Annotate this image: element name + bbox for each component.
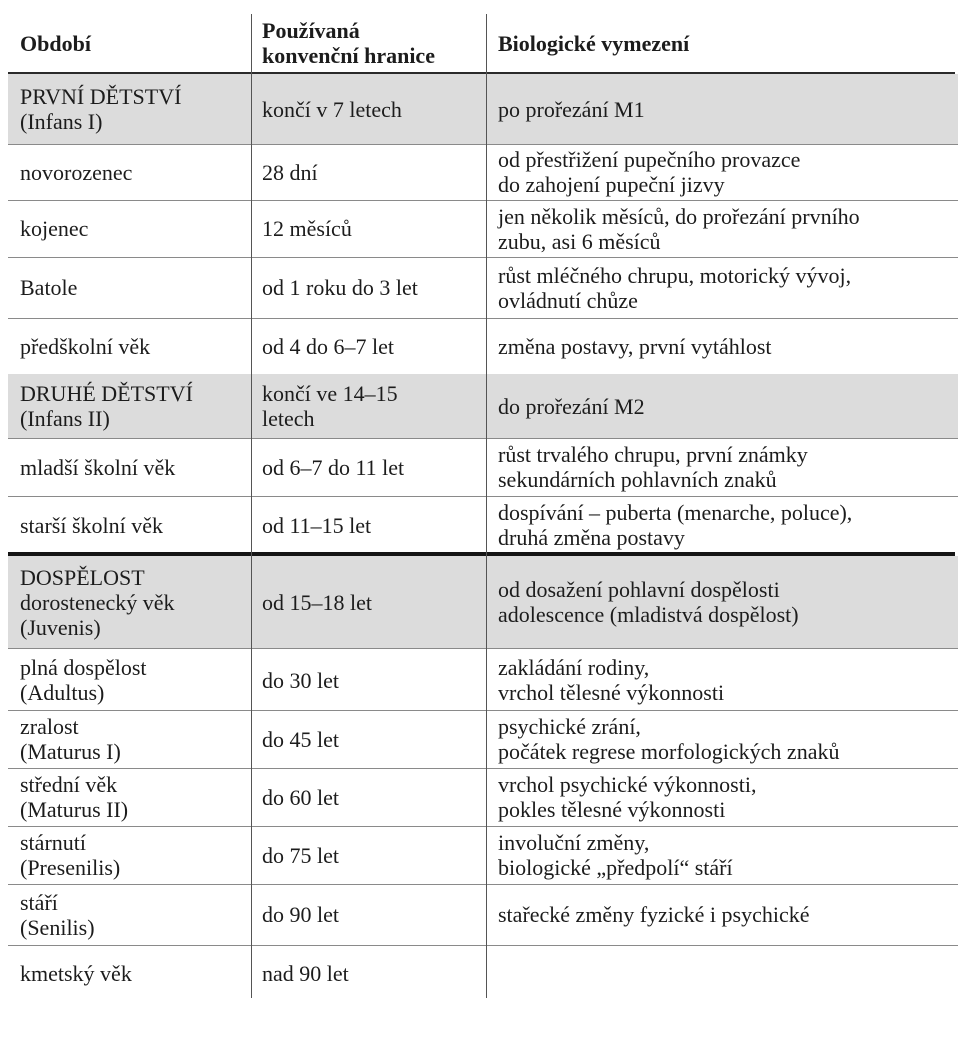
boundary-cell xyxy=(262,826,484,884)
biological-cell xyxy=(498,710,954,768)
period-cell xyxy=(20,496,248,554)
biological-cell-line: dospívání – puberta (menarche, poluce), xyxy=(498,500,853,525)
period-cell-line: (Juvenis) xyxy=(20,614,101,640)
table-row xyxy=(8,257,958,319)
period-cell-line: DRUHÉ DĚTSTVÍ xyxy=(20,381,193,406)
boundary-cell xyxy=(262,318,484,374)
biological-cell-line: stařecké změny fyzické i psychické xyxy=(498,902,810,927)
column-divider-1 xyxy=(251,14,252,998)
biological-cell-line: vrchol psychické výkonnosti, xyxy=(498,772,757,797)
boundary-cell xyxy=(262,884,484,945)
period-cell xyxy=(20,438,248,496)
period-cell-line: novorozenec xyxy=(20,159,133,185)
boundary-cell-line: 28 dní xyxy=(262,159,318,185)
biological-cell xyxy=(498,438,954,496)
boundary-cell xyxy=(262,556,484,648)
boundary-cell xyxy=(262,200,484,257)
header-period: Období xyxy=(20,30,91,56)
period-cell xyxy=(20,710,248,768)
boundary-cell xyxy=(262,496,484,554)
boundary-cell-line: od 11–15 let xyxy=(262,512,372,538)
biological-cell-line: růst trvalého chrupu, první známky xyxy=(498,442,808,467)
boundary-cell-line: končí ve 14–15 xyxy=(262,381,398,406)
boundary-cell-line: končí v 7 letech xyxy=(262,96,402,122)
table-row xyxy=(8,144,958,201)
period-cell xyxy=(20,74,248,144)
table-row xyxy=(8,74,958,145)
period-cell xyxy=(20,884,248,945)
adulthood-divider xyxy=(8,552,955,556)
biological-cell-line: involuční změny, xyxy=(498,830,650,855)
biological-cell-line: pokles tělesné výkonnosti xyxy=(498,797,726,822)
boundary-cell xyxy=(262,945,484,1001)
boundary-cell xyxy=(262,374,484,438)
table-row xyxy=(8,374,958,439)
period-cell-line: (Infans I) xyxy=(20,109,103,134)
biological-cell-line: biologické „předpolí“ stáří xyxy=(498,855,733,880)
biological-cell xyxy=(498,318,954,374)
boundary-cell xyxy=(262,768,484,826)
boundary-cell xyxy=(262,438,484,496)
period-cell xyxy=(20,318,248,374)
table-row xyxy=(8,826,958,885)
period-cell-line: (Presenilis) xyxy=(20,855,121,880)
period-cell xyxy=(20,826,248,884)
period-cell-line: DOSPĚLOST xyxy=(20,564,145,590)
period-cell-line: (Infans II) xyxy=(20,406,110,431)
biological-cell xyxy=(498,768,954,826)
boundary-cell-line: od 4 do 6–7 let xyxy=(262,333,394,359)
period-cell-line: zralost xyxy=(20,714,79,739)
boundary-cell-line: nad 90 let xyxy=(262,960,349,986)
biological-cell-line: zubu, asi 6 měsíců xyxy=(498,228,661,254)
biological-cell-line: počátek regrese morfologických znaků xyxy=(498,739,840,764)
period-cell xyxy=(20,144,248,200)
period-cell xyxy=(20,374,248,438)
biological-cell xyxy=(498,945,954,1001)
table-row xyxy=(8,650,958,711)
table-row xyxy=(8,556,958,649)
period-cell xyxy=(20,768,248,826)
biological-cell-line: od přestřižení pupečního provazce xyxy=(498,147,801,172)
period-cell xyxy=(20,650,248,710)
table-row xyxy=(8,496,958,554)
period-cell-line: (Senilis) xyxy=(20,914,95,940)
period-cell-line: (Maturus II) xyxy=(20,797,129,822)
table-row xyxy=(8,200,958,258)
period-cell-line: kojenec xyxy=(20,216,89,241)
biological-cell xyxy=(498,826,954,884)
period-cell-line: starší školní věk xyxy=(20,512,163,538)
period-cell-line: předškolní věk xyxy=(20,333,151,359)
table-row xyxy=(8,710,958,769)
table-header xyxy=(8,14,958,72)
table-row xyxy=(8,945,958,1001)
biological-cell xyxy=(498,884,954,945)
boundary-cell-line: do 30 let xyxy=(262,667,339,693)
biological-cell-line: druhá změna postavy xyxy=(498,525,685,550)
boundary-cell-line: od 15–18 let xyxy=(262,589,372,615)
boundary-cell-line: od 6–7 do 11 let xyxy=(262,454,405,480)
biological-cell-line: změna postavy, první vytáhlost xyxy=(498,333,772,359)
header-biological: Biologické vymezení xyxy=(498,30,690,56)
boundary-cell xyxy=(262,710,484,768)
period-cell-line: Batole xyxy=(20,275,78,300)
biological-cell-line: zakládání rodiny, xyxy=(498,655,650,680)
biological-cell-line: do zahojení pupeční jizvy xyxy=(498,172,725,197)
period-cell-line: stáří xyxy=(20,889,58,915)
biological-cell-line: růst mléčného chrupu, motorický vývoj, xyxy=(498,262,852,288)
period-cell-line: (Adultus) xyxy=(20,680,105,705)
period-cell-line: kmetský věk xyxy=(20,960,132,986)
biological-cell-line: sekundárních pohlavních znaků xyxy=(498,467,777,492)
biological-cell-line: ovládnutí chůze xyxy=(498,287,638,313)
period-cell xyxy=(20,257,248,318)
biological-cell xyxy=(498,74,954,144)
period-cell-line: plná dospělost xyxy=(20,655,147,680)
biological-cell xyxy=(498,556,954,648)
boundary-cell xyxy=(262,650,484,710)
biological-cell xyxy=(498,374,954,438)
table-row xyxy=(8,438,958,497)
biological-cell xyxy=(498,200,954,257)
boundary-cell xyxy=(262,257,484,318)
biological-cell xyxy=(498,257,954,318)
period-cell-line: (Maturus I) xyxy=(20,739,121,764)
biological-cell-line: po prořezání M1 xyxy=(498,96,645,122)
biological-cell-line: jen několik měsíců, do prořezání prvního xyxy=(498,203,860,229)
period-cell-line: střední věk xyxy=(20,772,118,797)
biological-cell-line: od dosažení pohlavní dospělosti xyxy=(498,577,780,602)
period-cell-line: dorostenecký věk xyxy=(20,589,175,615)
header-boundary: Používaná konvenční hranice xyxy=(262,18,435,68)
period-cell-line: stárnutí xyxy=(20,830,86,855)
period-cell xyxy=(20,200,248,257)
boundary-cell-line: od 1 roku do 3 let xyxy=(262,275,418,300)
biological-cell-line: psychické zrání, xyxy=(498,714,641,739)
boundary-cell-line: do 60 let xyxy=(262,784,339,810)
boundary-cell-line: do 45 let xyxy=(262,726,339,752)
period-cell-line: PRVNÍ DĚTSTVÍ xyxy=(20,84,182,109)
biological-cell-line: vrchol tělesné výkonnosti xyxy=(498,680,725,705)
header-rule xyxy=(8,72,955,74)
biological-cell xyxy=(498,144,954,200)
table-row xyxy=(8,768,958,827)
biological-cell-line: adolescence (mladistvá dospělost) xyxy=(498,602,799,627)
boundary-cell-line: letech xyxy=(262,406,315,431)
biological-cell-line: do prořezání M2 xyxy=(498,393,645,419)
biological-cell xyxy=(498,650,954,710)
biological-cell xyxy=(498,496,954,554)
boundary-cell-line: do 90 let xyxy=(262,902,339,927)
period-cell xyxy=(20,556,248,648)
table-row xyxy=(8,884,958,946)
boundary-cell xyxy=(262,74,484,144)
boundary-cell xyxy=(262,144,484,200)
period-cell xyxy=(20,945,248,1001)
table-row xyxy=(8,318,958,375)
boundary-cell-line: 12 měsíců xyxy=(262,216,352,241)
column-divider-2 xyxy=(486,14,487,998)
boundary-cell-line: do 75 let xyxy=(262,842,339,868)
period-cell-line: mladší školní věk xyxy=(20,454,176,480)
